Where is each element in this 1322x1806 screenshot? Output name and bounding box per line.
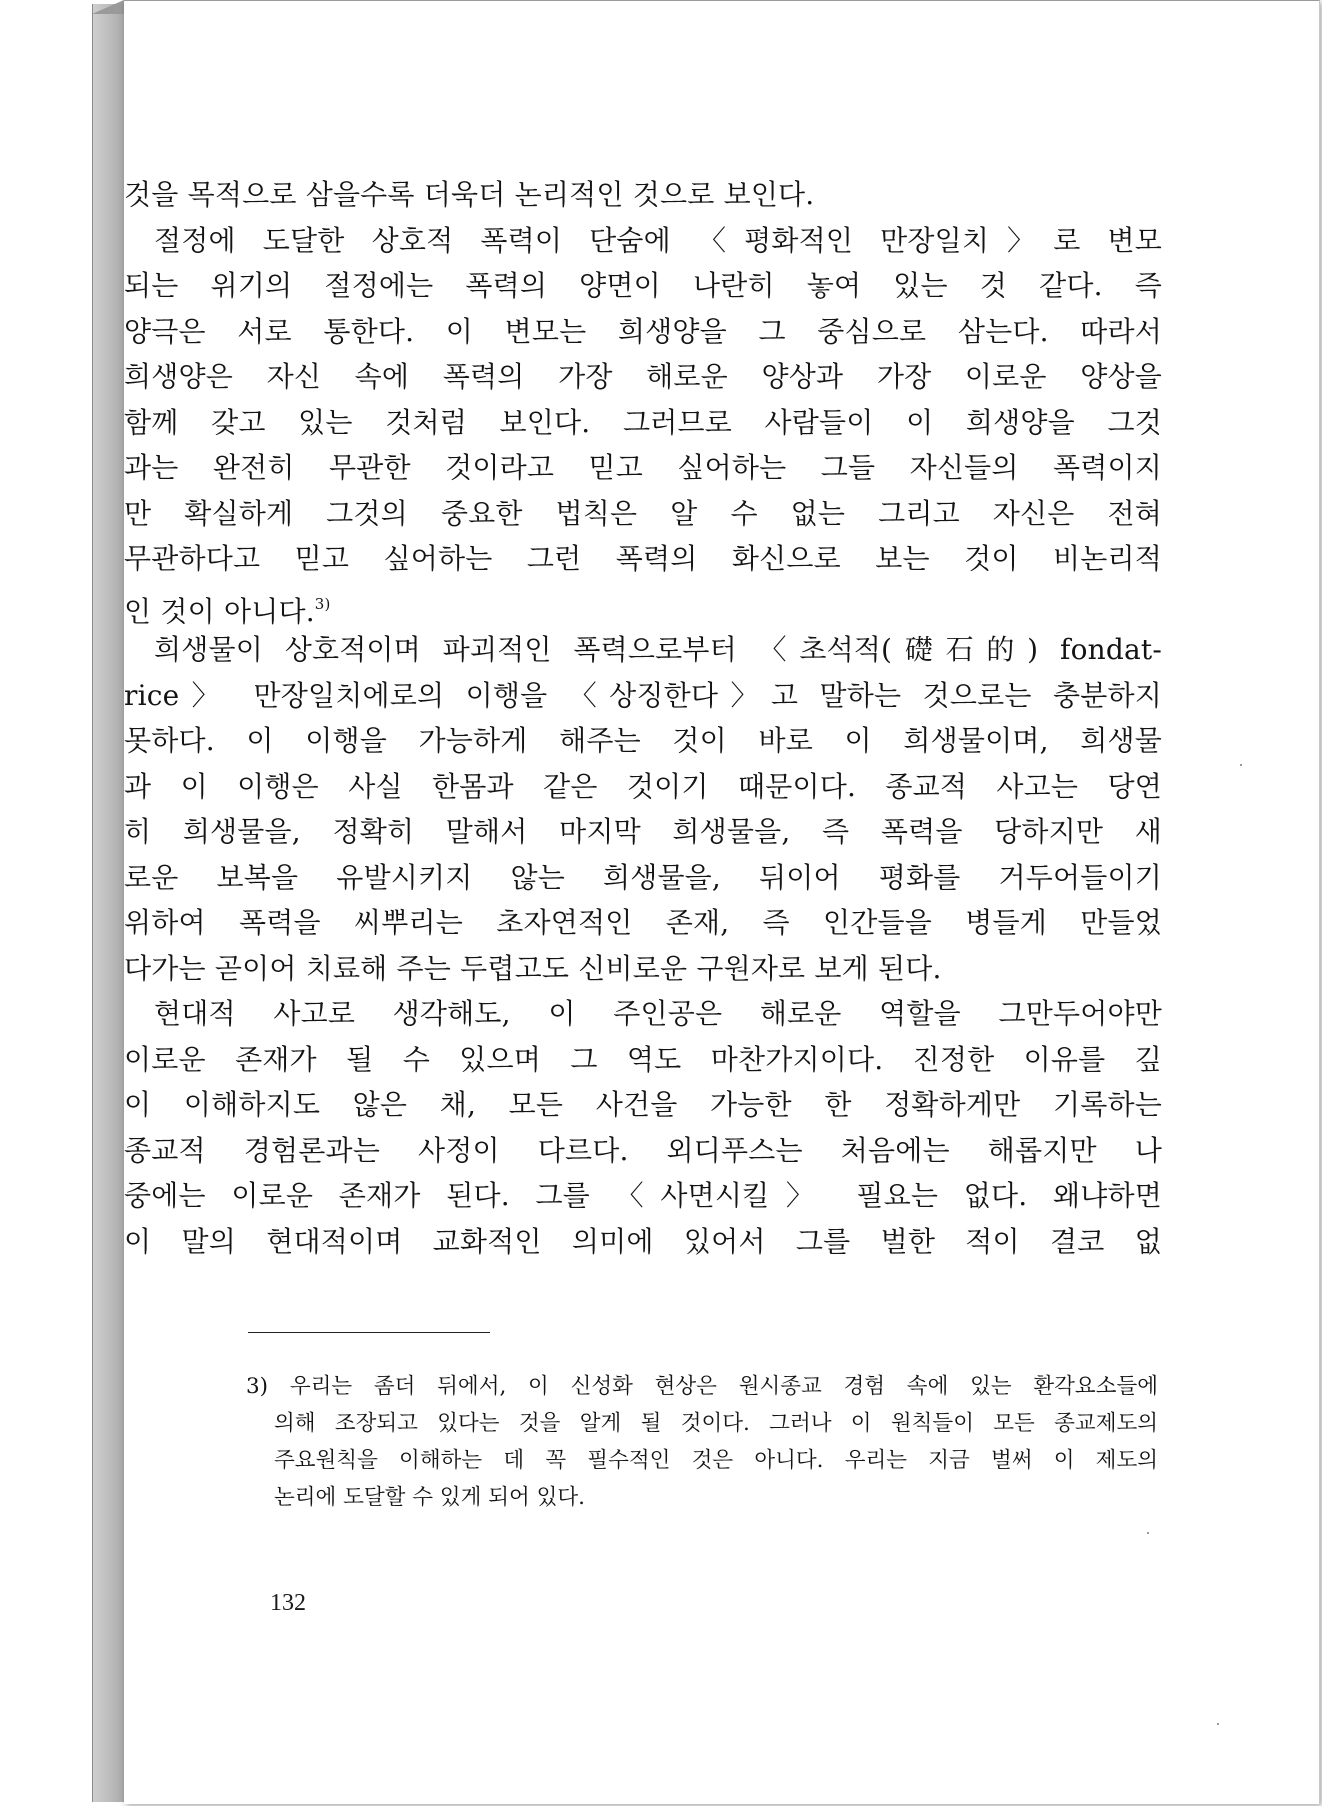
body-line: 종교적 경험론과는 사정이 다르다. 외디푸스는 처음에는 해롭지만 나 [124,1133,1162,1167]
book-spine-edge [92,4,125,1802]
body-line: 다가는 곧이어 치료해 주는 두렵고도 신비로운 구원자로 보게 된다. [124,951,942,985]
body-line: 양극은 서로 통한다. 이 변모는 희생양을 그 중심으로 삼는다. 따라서 [124,314,1162,348]
scan-speck [1240,764,1242,766]
body-line: 현대적 사고로 생각해도, 이 주인공은 해로운 역할을 그만두어야만 [154,997,1162,1030]
body-line: 위하여 폭력을 씨뿌리는 초자연적인 존재, 즉 인간들을 병들게 만들었 [124,906,1162,939]
body-line: 과 이 이행은 사실 한몸과 같은 것이기 때문이다. 종교적 사고는 당연 [124,769,1162,803]
body-line: 것을 목적으로 삼을수록 더욱더 논리적인 것으로 보인다. [124,178,815,211]
body-line: 절정에 도달한 상호적 폭력이 단숨에 〈평화적인 만장일치〉로 변모 [154,223,1162,257]
body-line: 만 확실하게 그것의 중요한 법칙은 알 수 없는 그리고 자신은 전혀 [124,496,1162,530]
footnote-line: 3) 우리는 좀더 뒤에서, 이 신성화 현상은 원시종교 경험 속에 있는 환각요소들에 [246,1374,1158,1399]
body-line: 히 희생물을, 정확히 말해서 마지막 희생물을, 즉 폭력을 당하지만 새 [124,815,1162,848]
body-line: 이 말의 현대적이며 교화적인 의미에 있어서 그를 벌한 적이 결코 없 [124,1224,1162,1258]
body-line: 중에는 이로운 존재가 된다. 그를 〈사면시킬〉 필요는 없다. 왜냐하면 [124,1179,1162,1212]
body-line: 되는 위기의 절정에는 폭력의 양면이 나란히 놓여 있는 것 같다. 즉 [124,269,1162,302]
body-line: 희생물이 상호적이며 파괴적인 폭력으로부터 〈초석적(礎石的) fondat- [154,633,1162,666]
scan-speck [1217,1723,1219,1725]
page-number: 132 [270,1590,306,1616]
body-line: 함께 갖고 있는 것처럼 보인다. 그러므로 사람들이 이 희생양을 그것 [124,405,1162,439]
body-line: 무관하다고 믿고 싶어하는 그런 폭력의 화신으로 보는 것이 비논리적 [124,542,1162,575]
footnote-reference: 3) [314,594,331,613]
body-line: rice〉 만장일치에로의 이행을 〈상징한다〉고 말하는 것으로는 충분하지 [124,678,1162,712]
footnote-separator [248,1332,490,1333]
body-line: 이로운 존재가 될 수 있으며 그 역도 마찬가지이다. 진정한 이유를 깊 [124,1042,1162,1076]
body-line [124,582,1162,628]
footnote-line: 주요원칙을 이해하는 데 꼭 필수적인 것은 아니다. 우리는 지금 벌써 이 제도의 [274,1448,1158,1473]
footnote-line: 논리에 도달할 수 있게 되어 있다. [274,1485,586,1510]
body-line: 못하다. 이 이행을 가능하게 해주는 것이 바로 이 희생물이며, 희생물 [124,724,1162,757]
body-line-text: 인 것이 아니다. [124,594,315,628]
body-text [124,172,1162,1264]
body-line: 과는 완전히 무관한 것이라고 믿고 싶어하는 그들 자신들의 폭력이지 [124,451,1162,484]
body-line: 희생양은 자신 속에 폭력의 가장 해로운 양상과 가장 이로운 양상을 [124,360,1162,393]
body-line: 로운 보복을 유발시키지 않는 희생물을, 뒤이어 평화를 거두어들이기 [124,860,1162,894]
body-line: 이 이해하지도 않은 채, 모든 사건을 가능한 한 정확하게만 기록하는 [124,1088,1162,1121]
scan-speck [1147,1532,1149,1534]
footnote-line: 의해 조장되고 있다는 것을 알게 될 것이다. 그러나 이 원칙들이 모든 종교제도의 [274,1411,1158,1436]
footnote [246,1368,1158,1516]
